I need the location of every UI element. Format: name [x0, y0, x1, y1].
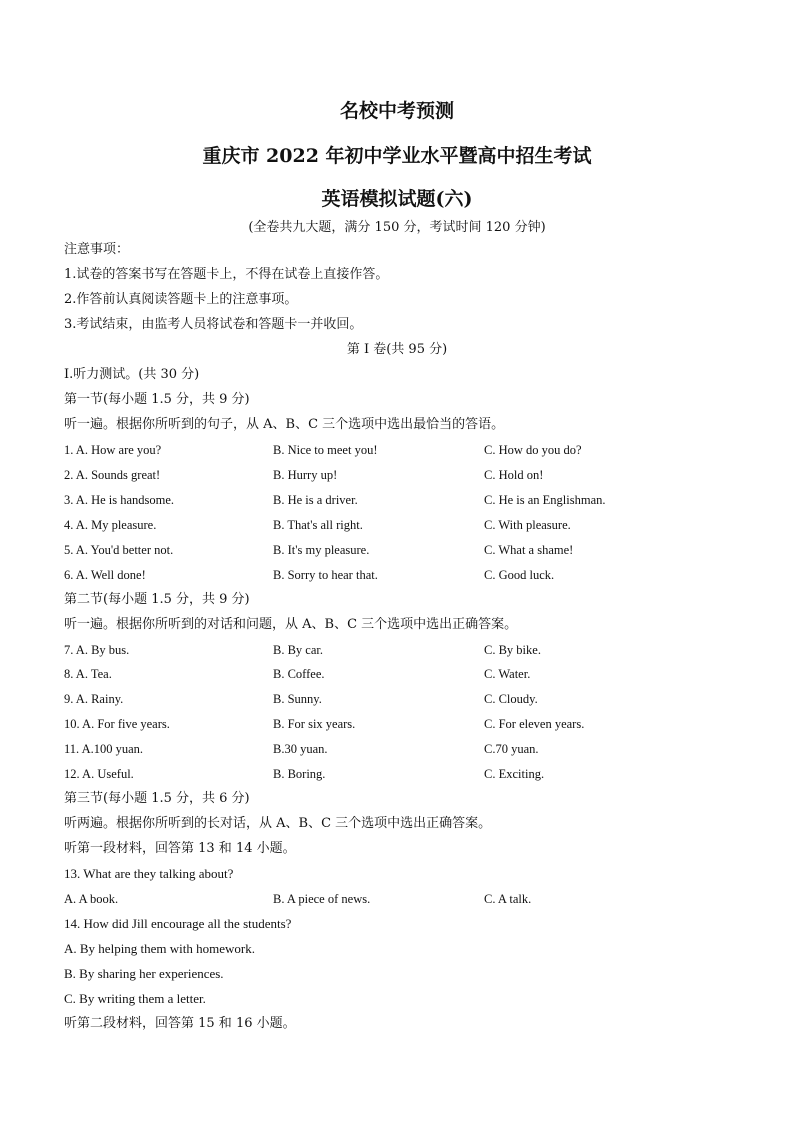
section2-title: 第二节(每小题 1.5 分，共 9 分): [64, 592, 250, 607]
q1-option-a: 1. A. How are you?: [64, 443, 162, 457]
q13-stem: 13. What are they talking about?: [64, 866, 234, 881]
q5-option-b: B. It's my pleasure.: [273, 543, 370, 557]
notes-heading: 注意事项：: [64, 242, 130, 257]
q7-option-b: B. By car.: [273, 643, 323, 657]
q10-option-c: C. For eleven years.: [484, 717, 585, 731]
q6-option-a: 6. A. Well done!: [64, 568, 146, 582]
exam-subtitle: (全卷共九大题，满分 150 分，考试时间 120 分钟): [248, 220, 546, 235]
q6-option-c: C. Good luck.: [484, 568, 555, 582]
note-item-3: 3.考试结束，由监考人员将试卷和答题卡一并收回。: [64, 317, 363, 332]
header-title-1: 名校中考预测: [339, 100, 454, 122]
q8-option-c: C. Water.: [484, 667, 531, 681]
q11-option-c: C.70 yuan.: [484, 742, 539, 756]
q13-option-c: C. A talk.: [484, 892, 532, 906]
q4-option-a: 4. A. My pleasure.: [64, 518, 157, 532]
q7-option-a: 7. A. By bus.: [64, 643, 130, 657]
q4-option-c: C. With pleasure.: [484, 518, 571, 532]
q2-option-a: 2. A. Sounds great!: [64, 468, 161, 482]
q10-option-b: B. For six years.: [273, 717, 356, 731]
q3-option-b: B. He is a driver.: [273, 493, 358, 507]
section3-instruction: 听两遍。根据你所听到的长对话，从 A、B、C 三个选项中选出正确答案。: [64, 816, 492, 831]
q7-option-c: C. By bike.: [484, 643, 541, 657]
q12-option-b: B. Boring.: [273, 767, 326, 781]
q1-option-b: B. Nice to meet you!: [273, 443, 378, 457]
q9-option-c: C. Cloudy.: [484, 692, 538, 706]
q14-option-a: A. By helping them with homework.: [64, 941, 256, 956]
q11-option-a: 11. A.100 yuan.: [64, 742, 144, 756]
q9-option-b: B. Sunny.: [273, 692, 322, 706]
q2-option-c: C. Hold on!: [484, 468, 544, 482]
q5-option-a: 5. A. You'd better not.: [64, 543, 174, 557]
section2-instruction: 听一遍。根据你所听到的对话和问题，从 A、B、C 三个选项中选出正确答案。: [64, 617, 518, 632]
q14-option-c: C. By writing them a letter.: [64, 991, 206, 1006]
q2-option-b: B. Hurry up!: [273, 468, 338, 482]
q10-option-a: 10. A. For five years.: [64, 717, 170, 731]
part1-title: I.听力测试。(共 30 分): [64, 367, 200, 382]
material2-instruction: 听第二段材料，回答第 15 和 16 小题。: [64, 1016, 296, 1031]
q4-option-b: B. That's all right.: [273, 518, 363, 532]
q12-option-a: 12. A. Useful.: [64, 767, 134, 781]
section1-title: 第一节(每小题 1.5 分，共 9 分): [64, 392, 250, 407]
q14-stem: 14. How did Jill encourage all the students?: [64, 916, 292, 931]
note-item-1: 1.试卷的答案书写在答题卡上，不得在试卷上直接作答。: [64, 267, 389, 282]
q12-option-c: C. Exciting.: [484, 767, 545, 781]
q1-option-c: C. How do you do?: [484, 443, 582, 457]
q9-option-a: 9. A. Rainy.: [64, 692, 124, 706]
q11-option-b: B.30 yuan.: [273, 742, 328, 756]
q8-option-b: B. Coffee.: [273, 667, 325, 681]
q3-option-c: C. He is an Englishman.: [484, 493, 606, 507]
q3-option-a: 3. A. He is handsome.: [64, 493, 175, 507]
q13-option-a: A. A book.: [64, 892, 119, 906]
volume-title: 第 I 卷(共 95 分): [346, 342, 448, 357]
q5-option-c: C. What a shame!: [484, 543, 574, 557]
section3-title: 第三节(每小题 1.5 分，共 6 分): [64, 791, 250, 806]
header-title-2: 重庆市 2022 年初中学业水平暨高中招生考试: [202, 145, 592, 167]
section1-instruction: 听一遍。根据你所听到的句子，从 A、B、C 三个选项中选出最恰当的答语。: [64, 417, 505, 432]
q8-option-a: 8. A. Tea.: [64, 667, 112, 681]
note-item-2: 2.作答前认真阅读答题卡上的注意事项。: [64, 292, 298, 307]
q6-option-b: B. Sorry to hear that.: [273, 568, 378, 582]
q14-option-b: B. By sharing her experiences.: [64, 966, 224, 981]
header-title-3: 英语模拟试题(六): [321, 188, 473, 210]
material1-instruction: 听第一段材料，回答第 13 和 14 小题。: [64, 841, 296, 856]
q13-option-b: B. A piece of news.: [273, 892, 371, 906]
